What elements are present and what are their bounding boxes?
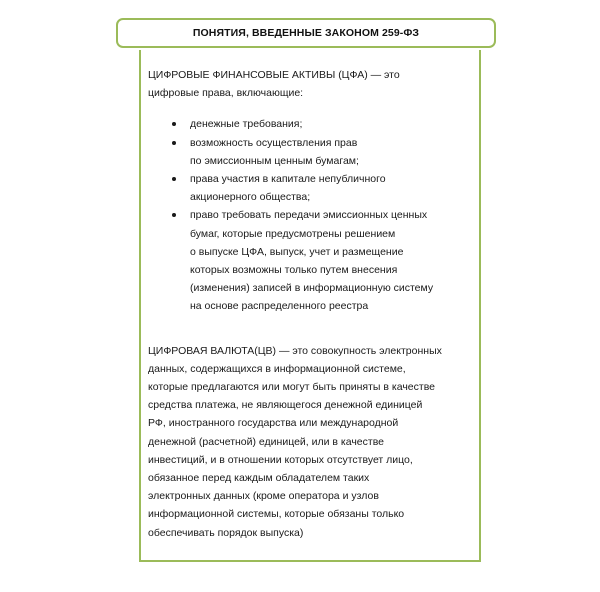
list-item-line: право требовать передачи эмиссионных ценных bbox=[190, 209, 428, 222]
cv-line: денежной (расчетной) единицей, или в качестве bbox=[148, 435, 384, 448]
cfa-line: цифровые права, включающие: bbox=[148, 87, 304, 100]
title-box bbox=[116, 18, 496, 48]
cv-line: электронных данных (кроме оператора и узлов bbox=[148, 490, 379, 503]
cv-definition bbox=[148, 342, 483, 542]
list-item bbox=[148, 170, 483, 206]
cv-line: РФ, иностранного государства или международной bbox=[148, 417, 399, 430]
list-item-line: на основе распределенного реестра bbox=[190, 300, 369, 313]
bullet-icon bbox=[172, 141, 176, 145]
list-item bbox=[148, 206, 483, 315]
list-item-line: денежные требования; bbox=[190, 118, 303, 131]
cv-line: инвестиций, и в отношении которых отсутствует лицо, bbox=[148, 453, 413, 466]
list-item-line: по эмиссионным ценным бумагам; bbox=[190, 154, 359, 167]
list-item bbox=[148, 115, 483, 133]
list-item-line: акционерного общества; bbox=[190, 191, 311, 204]
cv-line: средства платежа, не являющегося денежной единицей bbox=[148, 399, 423, 412]
cv-line: обязанное перед каждым обладателем таких bbox=[148, 472, 370, 485]
cfa-line: ЦИФРОВЫЕ ФИНАНСОВЫЕ АКТИВЫ (ЦФА) — это bbox=[148, 69, 400, 81]
cv-line: ЦИФРОВАЯ ВАЛЮТА(ЦВ) — это совокупность электронных bbox=[148, 344, 442, 357]
cv-line: информационной системы, которые обязаны только bbox=[148, 508, 405, 521]
list-item-line: (изменения) записей в информационную систему bbox=[190, 282, 434, 295]
section-gap bbox=[148, 326, 483, 342]
list-item-line: возможность осуществления прав bbox=[190, 136, 358, 149]
cv-line: данных, содержащихся в информационной системе, bbox=[148, 362, 406, 375]
list-item bbox=[148, 134, 483, 170]
list-item-line: о выпуске ЦФА, выпуск, учет и размещение bbox=[190, 245, 404, 258]
bullet-icon bbox=[172, 177, 176, 181]
list-item-line: бумаг, которые предусмотрены решением bbox=[190, 227, 396, 240]
cfa-list bbox=[148, 115, 483, 315]
list-item-line: которых возможны только путем внесения bbox=[190, 264, 398, 277]
cfa-definition bbox=[148, 66, 483, 102]
list-item-line: права участия в капитале непубличного bbox=[190, 173, 386, 186]
cv-line: обеспечивать порядок выпуска) bbox=[148, 526, 304, 539]
bullet-icon bbox=[172, 213, 176, 217]
cv-line: которые предлагаются или могут быть приняты в качестве bbox=[148, 381, 435, 394]
page-title: ПОНЯТИЯ, ВВЕДЕННЫЕ ЗАКОНОМ 259-ФЗ bbox=[192, 27, 420, 39]
bullet-icon bbox=[172, 122, 176, 126]
content bbox=[148, 66, 483, 542]
